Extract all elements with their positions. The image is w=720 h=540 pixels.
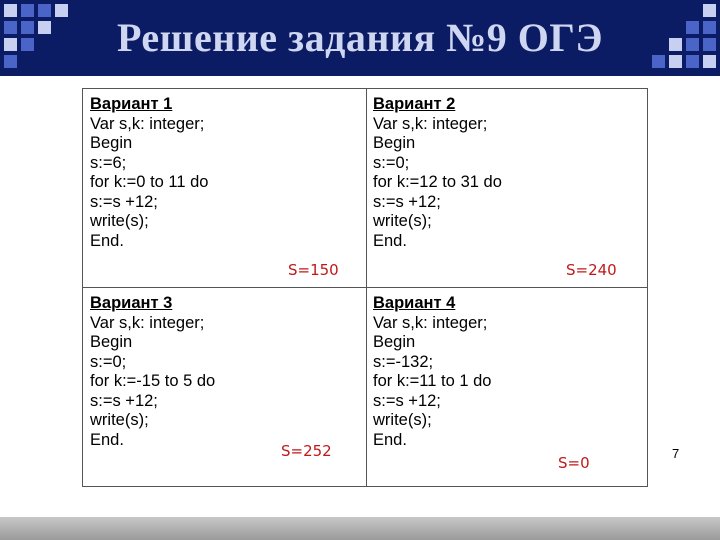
code-line: write(s); [90, 411, 149, 429]
code-line: Begin [373, 134, 416, 152]
code-line: Begin [373, 333, 416, 351]
code-line: End. [90, 231, 124, 250]
code-line: for k:=-15 to 5 do [90, 372, 216, 390]
code-line: End. [373, 430, 407, 449]
variants-table [82, 88, 648, 487]
code-line: s:=6; [90, 153, 127, 172]
code-line: for k:=11 to 1 do [373, 372, 492, 390]
code-line: Var s,k: integer; [373, 313, 488, 332]
code-line: Begin [90, 134, 133, 152]
code-line: Var s,k: integer; [373, 114, 488, 133]
code-line: write(s); [90, 212, 149, 230]
answer-label-2: S=240 [566, 261, 617, 279]
variant-cell-2 [366, 89, 647, 287]
variant-heading: Вариант 4 [373, 294, 456, 312]
slide-header [0, 0, 720, 76]
variant-heading: Вариант 2 [373, 95, 456, 113]
code-line: for k:=12 to 31 do [373, 173, 502, 191]
code-line: s:=s +12; [373, 192, 441, 211]
code-line: Var s,k: integer; [90, 313, 205, 332]
variant-heading: Вариант 3 [90, 294, 173, 312]
variant-heading: Вариант 1 [90, 95, 173, 113]
code-line: s:=0; [90, 352, 127, 371]
code-line: s:=-132; [373, 352, 434, 371]
code-line: for k:=0 to 11 do [90, 173, 209, 191]
answer-label-3: S=252 [281, 442, 332, 460]
answer-label-4: S=0 [558, 454, 590, 472]
code-line: Begin [90, 333, 133, 351]
code-line: write(s); [373, 411, 432, 429]
code-line: s:=s +12; [90, 391, 158, 410]
slide-title: Решение задания №9 ОГЭ [117, 15, 603, 60]
code-line: End. [90, 430, 124, 449]
code-line: write(s); [373, 212, 432, 230]
page-number: 7 [672, 446, 680, 461]
variant-cell-1 [83, 89, 366, 287]
code-line: s:=0; [373, 153, 410, 172]
footer-bar [0, 517, 720, 540]
code-line: s:=s +12; [90, 192, 158, 211]
code-line: s:=s +12; [373, 391, 441, 410]
variant-cell-4 [366, 288, 647, 486]
answer-label-1: S=150 [288, 261, 339, 279]
code-line: End. [373, 231, 407, 250]
code-line: Var s,k: integer; [90, 114, 205, 133]
